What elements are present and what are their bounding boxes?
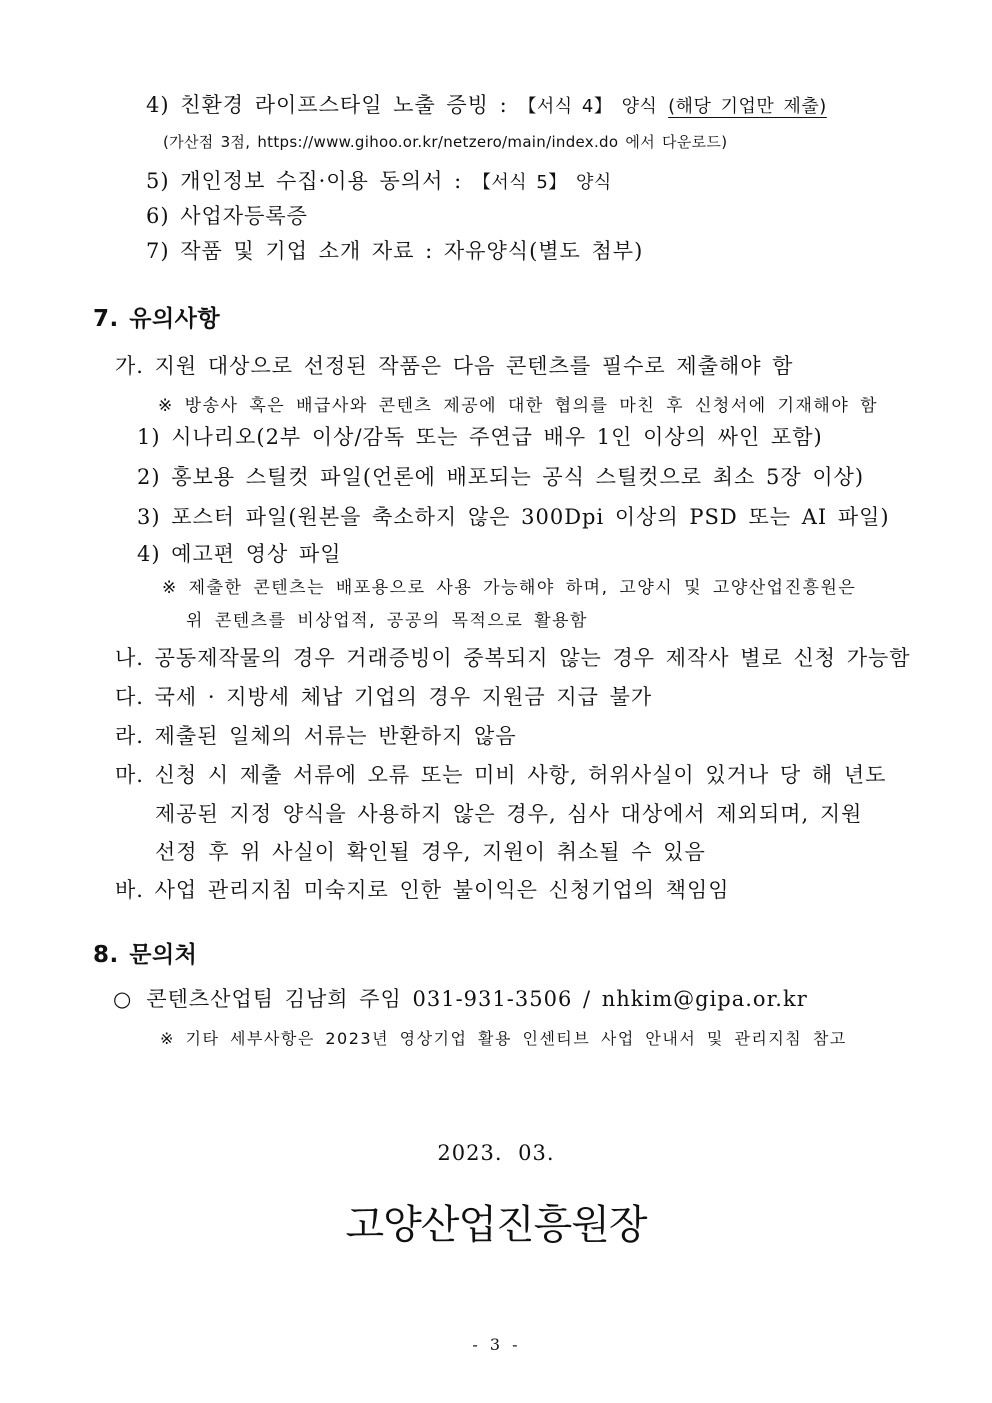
notes-item-ga-note: ※ 방송사 혹은 배급사와 콘텐츠 제공에 대한 협의를 마친 후 신청서에 기재해야 함 — [158, 396, 879, 416]
attachment-item-4 — [146, 92, 827, 119]
attachment-item-4-underlined-note: (해당 기업만 제출) — [668, 96, 827, 117]
notes-sub-item-4: 4) 예고편 영상 파일 — [137, 542, 342, 566]
attachment-item-6: 6) 사업자등록증 — [146, 204, 308, 228]
notes-content-note-line1: ※ 제출한 콘텐츠는 배포용으로 사용 가능해야 하며, 고양시 및 고양산업진흥원은 — [162, 578, 857, 598]
notes-sub-item-1: 1) 시나리오(2부 이상/감독 또는 주연급 배우 1인 이상의 싸인 포함) — [137, 425, 823, 449]
signature-title: 고양산업진흥원장 — [345, 1202, 647, 1248]
attachment-item-4-form-label: 【서식 4】 양식 — [518, 96, 658, 117]
attachment-item-4-download-note: (가산점 3점, https://www.gihoo.or.kr/netzero/main/index.do 에서 다운로드) — [163, 133, 728, 151]
contact-text: 콘텐츠산업팀 김남희 주임 031-931-3506 / nhkim@gipa.or.kr — [146, 987, 808, 1011]
notes-sub-item-3: 3) 포스터 파일(원본을 축소하지 않은 300Dpi 이상의 PSD 또는 AI 파일) — [137, 505, 890, 529]
attachment-item-7: 7) 작품 및 기업 소개 자료 : 자유양식(별도 첨부) — [146, 239, 644, 263]
notes-item-ba: 바. 사업 관리지침 미숙지로 인한 불이익은 신청기업의 책임임 — [115, 878, 730, 902]
attachment-item-5-form-label: 【서식 5】 양식 — [472, 172, 612, 193]
circle-bullet-icon: ○ — [113, 987, 133, 1011]
notes-sub-item-2: 2) 홍보용 스틸컷 파일(언론에 배포되는 공식 스틸컷으로 최소 5장 이상) — [137, 465, 865, 489]
notes-item-da: 다. 국세 · 지방세 체납 기업의 경우 지원금 지급 불가 — [115, 685, 653, 709]
notes-content-note-line2: 위 콘텐츠를 비상업적, 공공의 목적으로 활용함 — [186, 611, 588, 631]
attachment-item-5-text: 5) 개인정보 수집·이용 동의서 : — [146, 169, 463, 193]
notes-item-ma-line3: 선정 후 위 사실이 확인될 경우, 지원이 취소될 수 있음 — [155, 840, 706, 864]
page-number: - 3 - — [472, 1335, 520, 1354]
notes-item-ra: 라. 제출된 일체의 서류는 반환하지 않음 — [115, 724, 517, 748]
attachment-item-5 — [146, 168, 612, 195]
notes-item-ga: 가. 지원 대상으로 선정된 작품은 다음 콘텐츠를 필수로 제출해야 함 — [115, 354, 794, 378]
notes-item-ma-line2: 제공된 지정 양식을 사용하지 않은 경우, 심사 대상에서 제외되며, 지원 — [155, 802, 863, 826]
closing-date: 2023. 03. — [437, 1141, 555, 1165]
contact-note: ※ 기타 세부사항은 2023년 영상기업 활용 인센티브 사업 안내서 및 관리지침 참고 — [160, 1029, 847, 1048]
contact-line — [113, 986, 808, 1012]
notes-item-ma-line1: 마. 신청 시 제출 서류에 오류 또는 미비 사항, 허위사실이 있거나 당 해 년도 — [115, 763, 887, 787]
section-7-heading: 7. 유의사항 — [93, 306, 221, 332]
notes-item-na: 나. 공동제작물의 경우 거래증빙이 중복되지 않는 경우 제작사 별로 신청 가능함 — [115, 646, 911, 670]
section-8-heading: 8. 문의처 — [93, 942, 198, 968]
attachment-item-4-text: 4) 친환경 라이프스타일 노출 증빙 : — [146, 93, 508, 117]
